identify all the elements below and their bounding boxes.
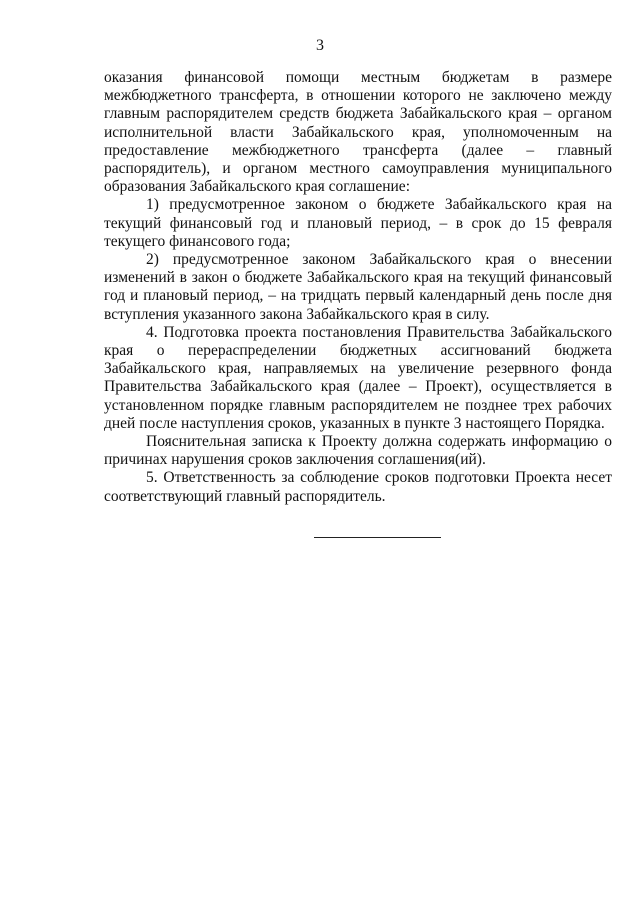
paragraph-explanatory-note: Пояснительная записка к Проекту должна содержать информацию о причинах нарушения сроков заключения соглашения(ий). [104, 433, 612, 469]
paragraph-continuation: оказания финансовой помощи местным бюджетам в размере межбюджетного трансферта, в отношении которого не заключено между главным распорядителем средств бюджета Забайкальского края – органом исполнительной власти Забайкальского края, уполномоченным на предоставление межбюджетного трансферта (далее – главный распорядитель), и органом местного самоуправления муниципального образования Забайкальского края соглашение: [104, 69, 612, 196]
paragraph-section-5: 5. Ответственность за соблюдение сроков подготовки Проекта несет соответствующий главный распорядитель. [104, 469, 612, 505]
closing-divider-line [314, 537, 441, 538]
document-body [104, 69, 612, 506]
paragraph-section-4: 4. Подготовка проекта постановления Правительства Забайкальского края о перераспределении бюджетных ассигнований бюджета Забайкальского края, направляемых на увеличение резервного фонда Правительства Забайкальского края (далее – Проект), осуществляется в установленном порядке главным распорядителем не позднее трех рабочих дней после наступления сроков, указанных в пункте 3 настоящего Порядка. [104, 323, 612, 432]
paragraph-item-1: 1) предусмотренное законом о бюджете Забайкальского края на текущий финансовый год и плановый период, – в срок до 15 февраля текущего финансового года; [104, 196, 612, 250]
page-number: 3 [316, 37, 324, 54]
paragraph-item-2: 2) предусмотренное законом Забайкальского края о внесении изменений в закон о бюджете Забайкальского края на текущий финансовый год и плановый период, – на тридцать первый календарный день после дня вступления указанного закона Забайкальского края в силу. [104, 251, 612, 323]
